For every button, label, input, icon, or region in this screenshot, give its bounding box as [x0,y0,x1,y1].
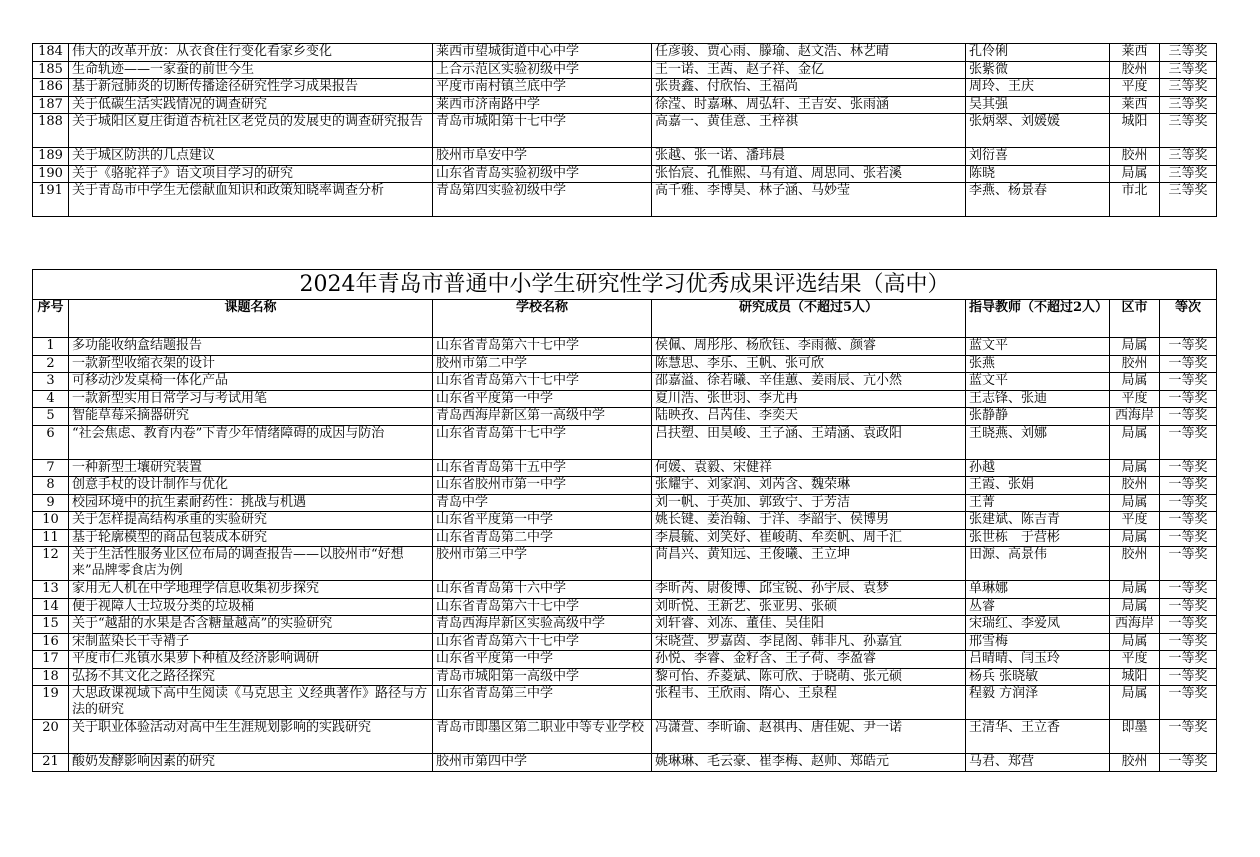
table-row [33,720,1217,754]
advisor-teachers: 单琳娜 [966,581,1110,599]
row-number: 6 [33,425,69,459]
research-members: 宋晓萱、罗嘉茵、李昆阁、韩非凡、孙嘉宜 [652,633,966,651]
award-level: 一等奖 [1160,686,1217,720]
topic-title: 生命轨迹——一家蚕的前世今生 [69,61,433,79]
table-row [33,477,1217,495]
topic-title: 校园环境中的抗生素耐药性：挑战与机遇 [69,494,433,512]
award-level: 一等奖 [1160,616,1217,634]
topic-title: 酸奶发酵影响因素的研究 [69,754,433,772]
research-members: 侯佩、周彤彤、杨欣钰、李雨薇、颜睿 [652,338,966,356]
district: 市北 [1110,183,1160,217]
table-row [33,44,1217,62]
award-level: 三等奖 [1160,44,1217,62]
header-row [33,300,1217,338]
award-level: 一等奖 [1160,477,1217,495]
table-row [33,79,1217,97]
school-name: 山东省青岛实验初级中学 [433,165,652,183]
school-name: 山东省青岛第十六中学 [433,581,652,599]
district: 局属 [1110,581,1160,599]
topic-title: 一款新型实用日常学习与考试用笔 [69,390,433,408]
research-members: 夏川浩、张世羽、李尤冉 [652,390,966,408]
school-name: 胶州市第三中学 [433,547,652,581]
advisor-teachers: 宋瑞红、李爱凤 [966,616,1110,634]
district: 局属 [1110,373,1160,391]
award-level: 一等奖 [1160,598,1217,616]
award-level: 三等奖 [1160,79,1217,97]
results-table-continued [32,43,1217,217]
district: 西海岸 [1110,616,1160,634]
row-number: 12 [33,547,69,581]
advisor-teachers: 孔伶俐 [966,44,1110,62]
district: 胶州 [1110,148,1160,166]
advisor-teachers: 张炳翠、刘媛媛 [966,114,1110,148]
award-level: 三等奖 [1160,114,1217,148]
row-number: 188 [33,114,69,148]
row-number: 186 [33,79,69,97]
award-level: 一等奖 [1160,390,1217,408]
topic-title: 多功能收纳盒结题报告 [69,338,433,356]
school-name: 青岛西海岸新区第一高级中学 [433,408,652,426]
row-number: 189 [33,148,69,166]
district: 即墨 [1110,720,1160,754]
district: 胶州 [1110,61,1160,79]
section-title: 2024年青岛市普通中小学生研究性学习优秀成果评选结果（高中） [33,270,1217,300]
topic-title: 关于职业体验活动对高中生生涯规划影响的实践研究 [69,720,433,754]
results-table-high-school [32,269,1217,772]
school-name: 胶州市阜安中学 [433,148,652,166]
district: 局属 [1110,598,1160,616]
row-number: 17 [33,651,69,669]
award-level: 一等奖 [1160,459,1217,477]
research-members: 李晨毓、刘笑妤、崔峻萌、牟奕帆、周千汇 [652,529,966,547]
table-row [33,390,1217,408]
district: 局属 [1110,529,1160,547]
school-name: 青岛中学 [433,494,652,512]
table-row [33,338,1217,356]
topic-title: 关于城阳区夏庄街道杏杭社区老党员的发展史的调查研究报告 [69,114,433,148]
topic-title: 弘扬不其文化之路径探究 [69,668,433,686]
table-row [33,408,1217,426]
award-level: 一等奖 [1160,547,1217,581]
award-level: 一等奖 [1160,581,1217,599]
advisor-teachers: 吴其强 [966,96,1110,114]
research-members: 张贵鑫、付欣怡、王福尚 [652,79,966,97]
research-members: 黎可怡、乔菱斌、陈可欣、于晓萌、张元硕 [652,668,966,686]
school-name: 胶州市第二中学 [433,355,652,373]
table-row [33,425,1217,459]
advisor-teachers: 吕晴晴、闫玉玲 [966,651,1110,669]
row-number: 184 [33,44,69,62]
topic-title: 关于城区防洪的几点建议 [69,148,433,166]
school-name: 山东省胶州市第一中学 [433,477,652,495]
table-row [33,686,1217,720]
district: 局属 [1110,686,1160,720]
advisor-teachers: 张静静 [966,408,1110,426]
row-number: 21 [33,754,69,772]
district: 城阳 [1110,114,1160,148]
district: 平度 [1110,390,1160,408]
topic-title: 关于怎样提高结构承重的实验研究 [69,512,433,530]
research-members: 邵嘉溢、徐若曦、辛佳蕙、姜雨辰、亢小然 [652,373,966,391]
topic-title: 关于《骆驼祥子》语文项目学习的研究 [69,165,433,183]
topic-title: 平度市仁兆镇水果萝卜种植及经济影响调研 [69,651,433,669]
district: 平度 [1110,512,1160,530]
table-row [33,61,1217,79]
advisor-teachers: 孙越 [966,459,1110,477]
row-number: 8 [33,477,69,495]
row-number: 191 [33,183,69,217]
research-members: 张程韦、王欣雨、隋心、王泉程 [652,686,966,720]
advisor-teachers: 刘衍喜 [966,148,1110,166]
header-district: 区市 [1110,300,1160,338]
row-number: 18 [33,668,69,686]
district: 局属 [1110,338,1160,356]
research-members: 张耀宇、刘家润、刘芮含、魏荣琳 [652,477,966,495]
table-row [33,598,1217,616]
school-name: 山东省平度第一中学 [433,390,652,408]
award-level: 三等奖 [1160,165,1217,183]
district: 局属 [1110,494,1160,512]
school-name: 青岛西海岸新区实验高级中学 [433,616,652,634]
research-members: 吕扶塑、田昊峻、王子涵、王靖涵、袁政阳 [652,425,966,459]
school-name: 平度市南村镇兰底中学 [433,79,652,97]
district: 平度 [1110,79,1160,97]
table-row [33,651,1217,669]
row-number: 190 [33,165,69,183]
school-name: 莱西市望城街道中心中学 [433,44,652,62]
topic-title: 关于“越甜的水果是否含糖量越高”的实验研究 [69,616,433,634]
school-name: 山东省青岛第六十七中学 [433,373,652,391]
table-row [33,581,1217,599]
research-members: 刘一帆、于英加、郭致宁、于芳洁 [652,494,966,512]
district: 胶州 [1110,355,1160,373]
table-row [33,616,1217,634]
school-name: 山东省平度第一中学 [433,512,652,530]
district: 胶州 [1110,754,1160,772]
advisor-teachers: 王清华、王立香 [966,720,1110,754]
research-members: 李昕芮、尉俊博、邱宝锐、孙宇辰、袁梦 [652,581,966,599]
header-school: 学校名称 [433,300,652,338]
row-number: 11 [33,529,69,547]
row-number: 19 [33,686,69,720]
school-name: 山东省青岛第六十七中学 [433,633,652,651]
award-level: 三等奖 [1160,96,1217,114]
table-row [33,183,1217,217]
row-number: 7 [33,459,69,477]
award-level: 一等奖 [1160,529,1217,547]
research-members: 刘昕悦、王新艺、张亚男、张硕 [652,598,966,616]
school-name: 胶州市第四中学 [433,754,652,772]
topic-title: 基于新冠肺炎的切断传播途径研究性学习成果报告 [69,79,433,97]
research-members: 孙悦、李睿、金籽含、王子荷、李盈睿 [652,651,966,669]
table-row [33,547,1217,581]
advisor-teachers: 张世栋 于营彬 [966,529,1110,547]
topic-title: 基于轮廓模型的商品包装成本研究 [69,529,433,547]
research-members: 姚长键、姜治翰、于洋、李韶宇、侯博男 [652,512,966,530]
row-number: 20 [33,720,69,754]
advisor-teachers: 邢雪梅 [966,633,1110,651]
table-row [33,529,1217,547]
advisor-teachers: 田源、高景伟 [966,547,1110,581]
school-name: 上合示范区实验初级中学 [433,61,652,79]
research-members: 姚琳琳、毛云豪、崔李梅、赵帅、郑皓元 [652,754,966,772]
table-row [33,355,1217,373]
row-number: 4 [33,390,69,408]
school-name: 山东省平度第一中学 [433,651,652,669]
topic-title: 可移动沙发桌椅一体化产品 [69,373,433,391]
award-level: 一等奖 [1160,355,1217,373]
school-name: 山东省青岛第三中学 [433,686,652,720]
advisor-teachers: 张燕 [966,355,1110,373]
award-level: 三等奖 [1160,148,1217,166]
school-name: 山东省青岛第六十七中学 [433,598,652,616]
table-row [33,494,1217,512]
district: 平度 [1110,651,1160,669]
district: 局属 [1110,459,1160,477]
topic-title: 宋制蓝染长干寺褙子 [69,633,433,651]
table-row [33,114,1217,148]
district: 莱西 [1110,96,1160,114]
advisor-teachers: 周玲、王庆 [966,79,1110,97]
header-title: 课题名称 [69,300,433,338]
table-row [33,512,1217,530]
row-number: 5 [33,408,69,426]
school-name: 山东省青岛第十七中学 [433,425,652,459]
topic-title: 关于生活性服务业区位布局的调查报告——以胶州市“好想来”品牌零食店为例 [69,547,433,581]
research-members: 高嘉一、黄佳意、王梓祺 [652,114,966,148]
research-members: 陆映孜、吕芮佳、李奕天 [652,408,966,426]
advisor-teachers: 王菁 [966,494,1110,512]
award-level: 一等奖 [1160,512,1217,530]
research-members: 高千雅、李博昊、林子涵、马妙莹 [652,183,966,217]
school-name: 青岛市即墨区第二职业中等专业学校 [433,720,652,754]
school-name: 青岛第四实验初级中学 [433,183,652,217]
award-level: 一等奖 [1160,338,1217,356]
research-members: 刘轩睿、刘冻、董佳、吴佳阳 [652,616,966,634]
table-row [33,165,1217,183]
table-row [33,668,1217,686]
table-row [33,633,1217,651]
school-name: 山东省青岛第十五中学 [433,459,652,477]
table-row [33,459,1217,477]
advisor-teachers: 王霞、张娟 [966,477,1110,495]
school-name: 山东省青岛第二中学 [433,529,652,547]
advisor-teachers: 杨兵 张晓敏 [966,668,1110,686]
topic-title: 家用无人机在中学地理学信息收集初步探究 [69,581,433,599]
row-number: 15 [33,616,69,634]
research-members: 徐滢、时嘉琳、周弘轩、王吉安、张雨涵 [652,96,966,114]
header-teacher: 指导教师（不超过2人） [966,300,1110,338]
advisor-teachers: 张紫微 [966,61,1110,79]
topic-title: 智能草莓采摘器研究 [69,408,433,426]
research-members: 冯潇萱、李昕谕、赵祺冉、唐佳妮、尹一诺 [652,720,966,754]
advisor-teachers: 王晓燕、刘娜 [966,425,1110,459]
advisor-teachers: 程毅 方润泽 [966,686,1110,720]
topic-title: 一款新型收缩衣架的设计 [69,355,433,373]
row-number: 10 [33,512,69,530]
header-no: 序号 [33,300,69,338]
row-number: 3 [33,373,69,391]
topic-title: 大思政课视域下高中生阅读《马克思主 义经典著作》路径与方法的研究 [69,686,433,720]
advisor-teachers: 王志锋、张迪 [966,390,1110,408]
district: 局属 [1110,165,1160,183]
row-number: 2 [33,355,69,373]
advisor-teachers: 蓝文平 [966,373,1110,391]
row-number: 13 [33,581,69,599]
research-members: 何媛、袁毅、宋健祥 [652,459,966,477]
table-row [33,96,1217,114]
award-level: 一等奖 [1160,408,1217,426]
award-level: 三等奖 [1160,183,1217,217]
header-members: 研究成员（不超过5人） [652,300,966,338]
research-members: 任彦骏、贾心雨、滕瑜、赵文浩、林艺晴 [652,44,966,62]
advisor-teachers: 陈晓 [966,165,1110,183]
advisor-teachers: 丛睿 [966,598,1110,616]
award-level: 一等奖 [1160,668,1217,686]
research-members: 张怡宸、孔惟熙、马有道、周思同、张若溪 [652,165,966,183]
advisor-teachers: 李燕、杨景春 [966,183,1110,217]
topic-title: 一种新型土壤研究装置 [69,459,433,477]
advisor-teachers: 张建斌、陈吉青 [966,512,1110,530]
research-members: 张越、张一诺、潘玮晨 [652,148,966,166]
school-name: 青岛市城阳第十七中学 [433,114,652,148]
district: 胶州 [1110,547,1160,581]
row-number: 187 [33,96,69,114]
award-level: 一等奖 [1160,425,1217,459]
topic-title: 伟大的改革开放：从衣食住行变化看家乡变化 [69,44,433,62]
topic-title: “社会焦虑、教育内卷”下青少年情绪障碍的成因与防治 [69,425,433,459]
school-name: 山东省青岛第六十七中学 [433,338,652,356]
topic-title: 关于青岛市中学生无偿献血知识和政策知晓率调查分析 [69,183,433,217]
district: 局属 [1110,633,1160,651]
research-members: 陈慧思、李乐、王帆、张可欣 [652,355,966,373]
award-level: 一等奖 [1160,651,1217,669]
award-level: 一等奖 [1160,633,1217,651]
district: 局属 [1110,425,1160,459]
school-name: 莱西市济南路中学 [433,96,652,114]
table-row [33,148,1217,166]
row-number: 1 [33,338,69,356]
advisor-teachers: 蓝文平 [966,338,1110,356]
row-number: 16 [33,633,69,651]
award-level: 三等奖 [1160,61,1217,79]
topic-title: 关于低碳生活实践情况的调查研究 [69,96,433,114]
topic-title: 创意手杖的设计制作与优化 [69,477,433,495]
table-row [33,373,1217,391]
topic-title: 便于视障人士垃圾分类的垃圾桶 [69,598,433,616]
row-number: 14 [33,598,69,616]
district: 西海岸 [1110,408,1160,426]
award-level: 一等奖 [1160,373,1217,391]
award-level: 一等奖 [1160,754,1217,772]
award-level: 一等奖 [1160,494,1217,512]
research-members: 王一诺、王茜、赵子祥、金亿 [652,61,966,79]
school-name: 青岛市城阳第一高级中学 [433,668,652,686]
research-members: 苘昌兴、黄知远、王俊曦、王立坤 [652,547,966,581]
district: 城阳 [1110,668,1160,686]
row-number: 9 [33,494,69,512]
row-number: 185 [33,61,69,79]
advisor-teachers: 马君、郑营 [966,754,1110,772]
table-row [33,754,1217,772]
district: 莱西 [1110,44,1160,62]
header-award: 等次 [1160,300,1217,338]
award-level: 一等奖 [1160,720,1217,754]
district: 胶州 [1110,477,1160,495]
